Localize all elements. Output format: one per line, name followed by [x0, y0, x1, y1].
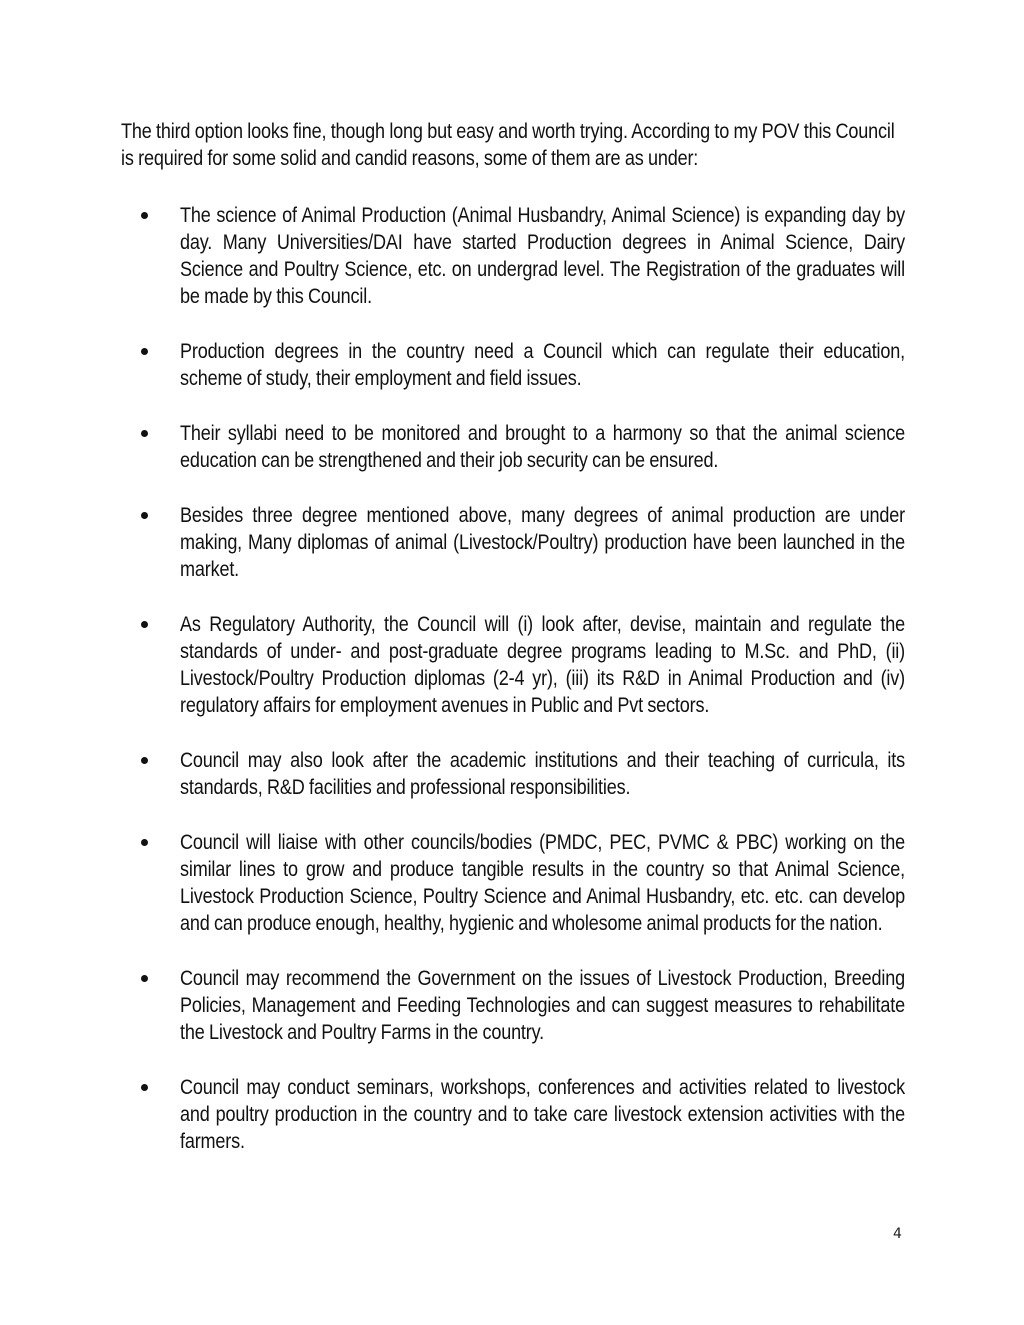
list-item-text: Production degrees in the country need a Council which can regulate their education, scheme of study, their employment and field issues.: [180, 340, 905, 390]
list-item: [121, 202, 905, 310]
list-item-text: The science of Animal Production (Animal Husbandry, Animal Science) is expanding day by day. Many Universities/DAI have started Production degrees in Animal Science, Dairy Science and Poultry Science, etc. on undergrad level. The Registration of the graduates will be made by this Council.: [180, 204, 905, 308]
list-item-text: Their syllabi need to be monitored and brought to a harmony so that the animal science education can be strengthened and their job security can be ensured.: [180, 422, 905, 472]
list-item: [121, 747, 905, 801]
list-item: [121, 965, 905, 1046]
bullet-icon: [141, 430, 148, 437]
reasons-list: [121, 202, 905, 1155]
list-item-text: Besides three degree mentioned above, many degrees of animal production are under making, Many diplomas of animal (Livestock/Poultry) production have been launched in the market.: [180, 504, 905, 581]
list-item: [121, 338, 905, 392]
bullet-icon: [141, 621, 148, 628]
list-item-text: Council will liaise with other councils/bodies (PMDC, PEC, PVMC & PBC) working on the similar lines to grow and produce tangible results in the country so that Animal Science, Livestock Production Science, Poultry Science and Animal Husbandry, etc. etc. can develop and can produce enough, healthy, hygienic and wholesome animal products for the nation.: [180, 831, 905, 935]
bullet-icon: [141, 757, 148, 764]
page-number: 4: [893, 1226, 902, 1242]
list-item: [121, 420, 905, 474]
bullet-icon: [141, 839, 148, 846]
page-content: [121, 118, 905, 1183]
list-item: [121, 611, 905, 719]
bullet-icon: [141, 975, 148, 982]
list-item-text: Council may conduct seminars, workshops, conferences and activities related to livestock and poultry production in the country and to take care livestock extension activities with the farmers.: [180, 1076, 905, 1153]
intro-paragraph: The third option looks fine, though long but easy and worth trying. According to my POV this Council is required for some solid and candid reasons, some of them are as under:: [121, 120, 895, 170]
bullet-icon: [141, 1084, 148, 1091]
list-item: [121, 502, 905, 583]
bullet-icon: [141, 212, 148, 219]
list-item: [121, 1074, 905, 1155]
list-item-text: Council may recommend the Government on the issues of Livestock Production, Breeding Policies, Management and Feeding Technologies and can suggest measures to rehabilitate the Livestock and Poultry Farms in the country.: [180, 967, 905, 1044]
bullet-icon: [141, 348, 148, 355]
list-item: [121, 829, 905, 937]
bullet-icon: [141, 512, 148, 519]
list-item-text: Council may also look after the academic institutions and their teaching of curricula, its standards, R&D facilities and professional responsibilities.: [180, 749, 905, 799]
list-item-text: As Regulatory Authority, the Council will (i) look after, devise, maintain and regulate the standards of under- and post-graduate degree programs leading to M.Sc. and PhD, (ii) Livestock/Poultry Production diplomas (2-4 yr), (iii) its R&D in Animal Production and (iv) regulatory affairs for employment avenues in Public and Pvt sectors.: [180, 613, 905, 717]
